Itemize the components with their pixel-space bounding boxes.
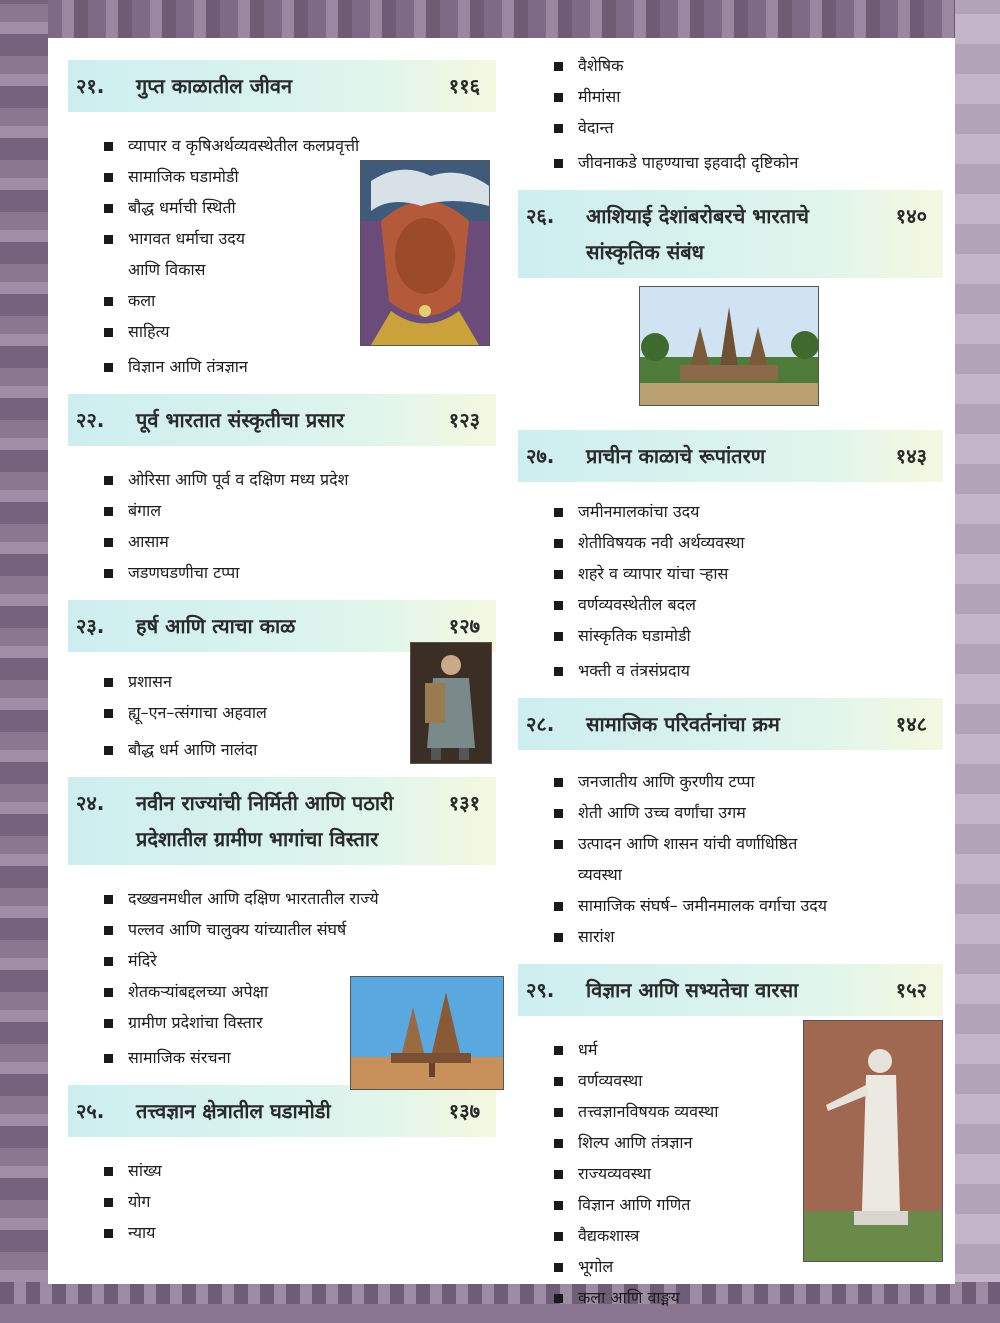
chapter-title: गुप्त काळातील जीवन xyxy=(136,74,293,98)
topic-item: प्रशासन xyxy=(68,666,496,697)
chapter-title: तत्त्वज्ञान क्षेत्रातील घडामोडी xyxy=(136,1099,331,1123)
topic-item: दख्खनमधील आणि दक्षिण भारतातील राज्ये xyxy=(68,883,496,914)
topic-item: मीमांसा xyxy=(518,81,943,112)
chapter-22-header xyxy=(68,394,496,446)
topic-item: ह्यू–एन–त्संगाचा अहवाल xyxy=(68,697,496,728)
topic-item: बौद्ध धर्माची स्थिती xyxy=(68,192,496,223)
topic-item: मंदिरे xyxy=(68,945,496,976)
topic-item: धर्म xyxy=(518,1034,943,1065)
chapter-page-number: १४३ xyxy=(895,444,927,468)
chapter-26-header xyxy=(518,190,943,278)
chapter-28-header xyxy=(518,698,943,750)
chapter-21-header xyxy=(68,60,496,112)
chapter-27-header xyxy=(518,430,943,482)
chapter-number: २४. xyxy=(76,791,105,815)
chapter-page-number: ११६ xyxy=(448,74,480,98)
chapter-title: हर्ष आणि त्याचा काळ xyxy=(136,614,296,638)
chapter-page-number: १४० xyxy=(895,204,927,228)
chapter-number: २३. xyxy=(76,614,105,638)
topic-item-continued: व्यवस्था xyxy=(578,865,622,884)
chapter-page-number: १५२ xyxy=(895,978,927,1002)
topic-item: आसाम xyxy=(68,526,496,557)
topic-item: सामाजिक घडामोडी xyxy=(68,161,496,192)
topic-item: शेतीविषयक नवी अर्थव्यवस्था xyxy=(518,527,943,558)
chapter-title: आशियाई देशांबरोबरचे भारताचे सांस्कृतिक संबंध xyxy=(586,204,809,264)
topic-item: शेती आणि उच्च वर्णांचा उगम xyxy=(518,797,943,828)
topic-item: शहरे व व्यापार यांचा ऱ्हास xyxy=(518,558,943,589)
topic-item: विज्ञान आणि तंत्रज्ञान xyxy=(68,351,496,382)
topic-item: पल्लव आणि चालुक्य यांच्यातील संघर्ष xyxy=(68,914,496,945)
chapter-number: २८. xyxy=(526,712,555,736)
topic-item: ग्रामीण प्रदेशांचा विस्तार xyxy=(68,1007,496,1038)
topic-item: सामाजिक संघर्ष– जमीनमालक वर्गाचा उदय xyxy=(518,890,943,921)
topic-item: वर्णव्यवस्था xyxy=(518,1065,943,1096)
topic-item: ओरिसा आणि पूर्व व दक्षिण मध्य प्रदेश xyxy=(68,464,496,495)
topic-item: भक्ती व तंत्रसंप्रदाय xyxy=(518,655,943,686)
topic-item: साहित्य xyxy=(68,316,496,347)
chapter-number: २७. xyxy=(526,444,555,468)
topic-item: जमीनमालकांचा उदय xyxy=(518,496,943,527)
chapter-number: २५. xyxy=(76,1099,105,1123)
topic-item: सामाजिक संरचना xyxy=(68,1042,496,1073)
topic-item: योग xyxy=(68,1186,496,1217)
topic-item: सांख्य xyxy=(68,1155,496,1186)
chapter-page-number: १४८ xyxy=(895,712,927,736)
chapter-page-number: १२७ xyxy=(448,614,480,638)
topic-item: जीवनाकडे पाहण्याचा इहवादी दृष्टिकोन xyxy=(518,147,943,178)
chapter-page-number: १३१ xyxy=(448,791,480,815)
topic-item: वर्णव्यवस्थेतील बदल xyxy=(518,589,943,620)
topic-item: सांस्कृतिक घडामोडी xyxy=(518,620,943,651)
topic-item: न्याय xyxy=(68,1217,496,1248)
topic-item-continued: आणि विकास xyxy=(128,260,206,279)
chapter-title: सामाजिक परिवर्तनांचा क्रम xyxy=(586,712,780,736)
topic-item: वेदान्त xyxy=(518,112,943,143)
topic-item: सारांश xyxy=(518,921,943,952)
topic-item: वैद्यकशास्त्र xyxy=(518,1220,943,1251)
chapter-28-topics xyxy=(518,766,943,952)
chapter-number: २९. xyxy=(526,978,555,1002)
contents-page xyxy=(48,38,955,1307)
chapter-24-header xyxy=(68,777,496,865)
topic-item: उत्पादन आणि शासन यांची वर्णाधिष्ठित xyxy=(518,828,943,859)
chapter-number: २६. xyxy=(526,204,555,228)
chapter-25-header xyxy=(68,1085,496,1137)
topic-item: कला xyxy=(68,285,496,316)
chapter-22-topics xyxy=(68,464,496,588)
chapter-title: पूर्व भारतात संस्कृतीचा प्रसार xyxy=(136,408,345,432)
topic-item: शिल्प आणि तंत्रज्ञान xyxy=(518,1127,943,1158)
chapter-page-number: १३७ xyxy=(448,1099,480,1123)
chapter-title: प्राचीन काळाचे रूपांतरण xyxy=(586,444,766,468)
angkor-temple-icon xyxy=(639,286,819,406)
topic-item: राज्यव्यवस्था xyxy=(518,1158,943,1189)
topic-item: बंगाल xyxy=(68,495,496,526)
topic-item: व्यापार व कृषिअर्थव्यवस्थेतील कलप्रवृत्ती xyxy=(68,130,496,161)
topic-item: कला आणि वाङ्मय xyxy=(518,1282,943,1313)
topic-item: शेतकऱ्यांबद्दलच्या अपेक्षा xyxy=(68,976,496,1007)
chapter-title: विज्ञान आणि सभ्यतेचा वारसा xyxy=(586,978,799,1002)
chapter-25-topics xyxy=(68,1155,496,1248)
chapter-25-continued-topics xyxy=(518,50,943,178)
decorative-border-top xyxy=(0,0,1000,40)
ajanta-painting-icon xyxy=(360,160,490,346)
topic-item: बौद्ध धर्म आणि नालंदा xyxy=(68,734,496,765)
statue-icon xyxy=(803,1020,943,1262)
traveller-monk-icon xyxy=(410,642,492,764)
topic-item: विज्ञान आणि गणित xyxy=(518,1189,943,1220)
topic-item: जडणघडणीचा टप्पा xyxy=(68,557,496,588)
topic-item: तत्त्वज्ञानविषयक व्यवस्था xyxy=(518,1096,943,1127)
decorative-border-left xyxy=(0,0,48,1304)
chapter-27-topics xyxy=(518,496,943,686)
decorative-border-right xyxy=(955,0,1000,1304)
topic-item: वैशेषिक xyxy=(518,50,943,81)
chapter-number: २१. xyxy=(76,74,105,98)
shore-temple-icon xyxy=(350,976,504,1090)
topic-item: जनजातीय आणि कुरणीय टप्पा xyxy=(518,766,943,797)
chapter-number: २२. xyxy=(76,408,105,432)
topic-item: भूगोल xyxy=(518,1251,943,1282)
chapter-page-number: १२३ xyxy=(448,408,480,432)
chapter-29-header xyxy=(518,964,943,1016)
topic-item: भागवत धर्माचा उदय xyxy=(68,223,496,254)
chapter-title: नवीन राज्यांची निर्मिती आणि पठारी प्रदेशातील ग्रामीण भागांचा विस्तार xyxy=(136,791,394,851)
